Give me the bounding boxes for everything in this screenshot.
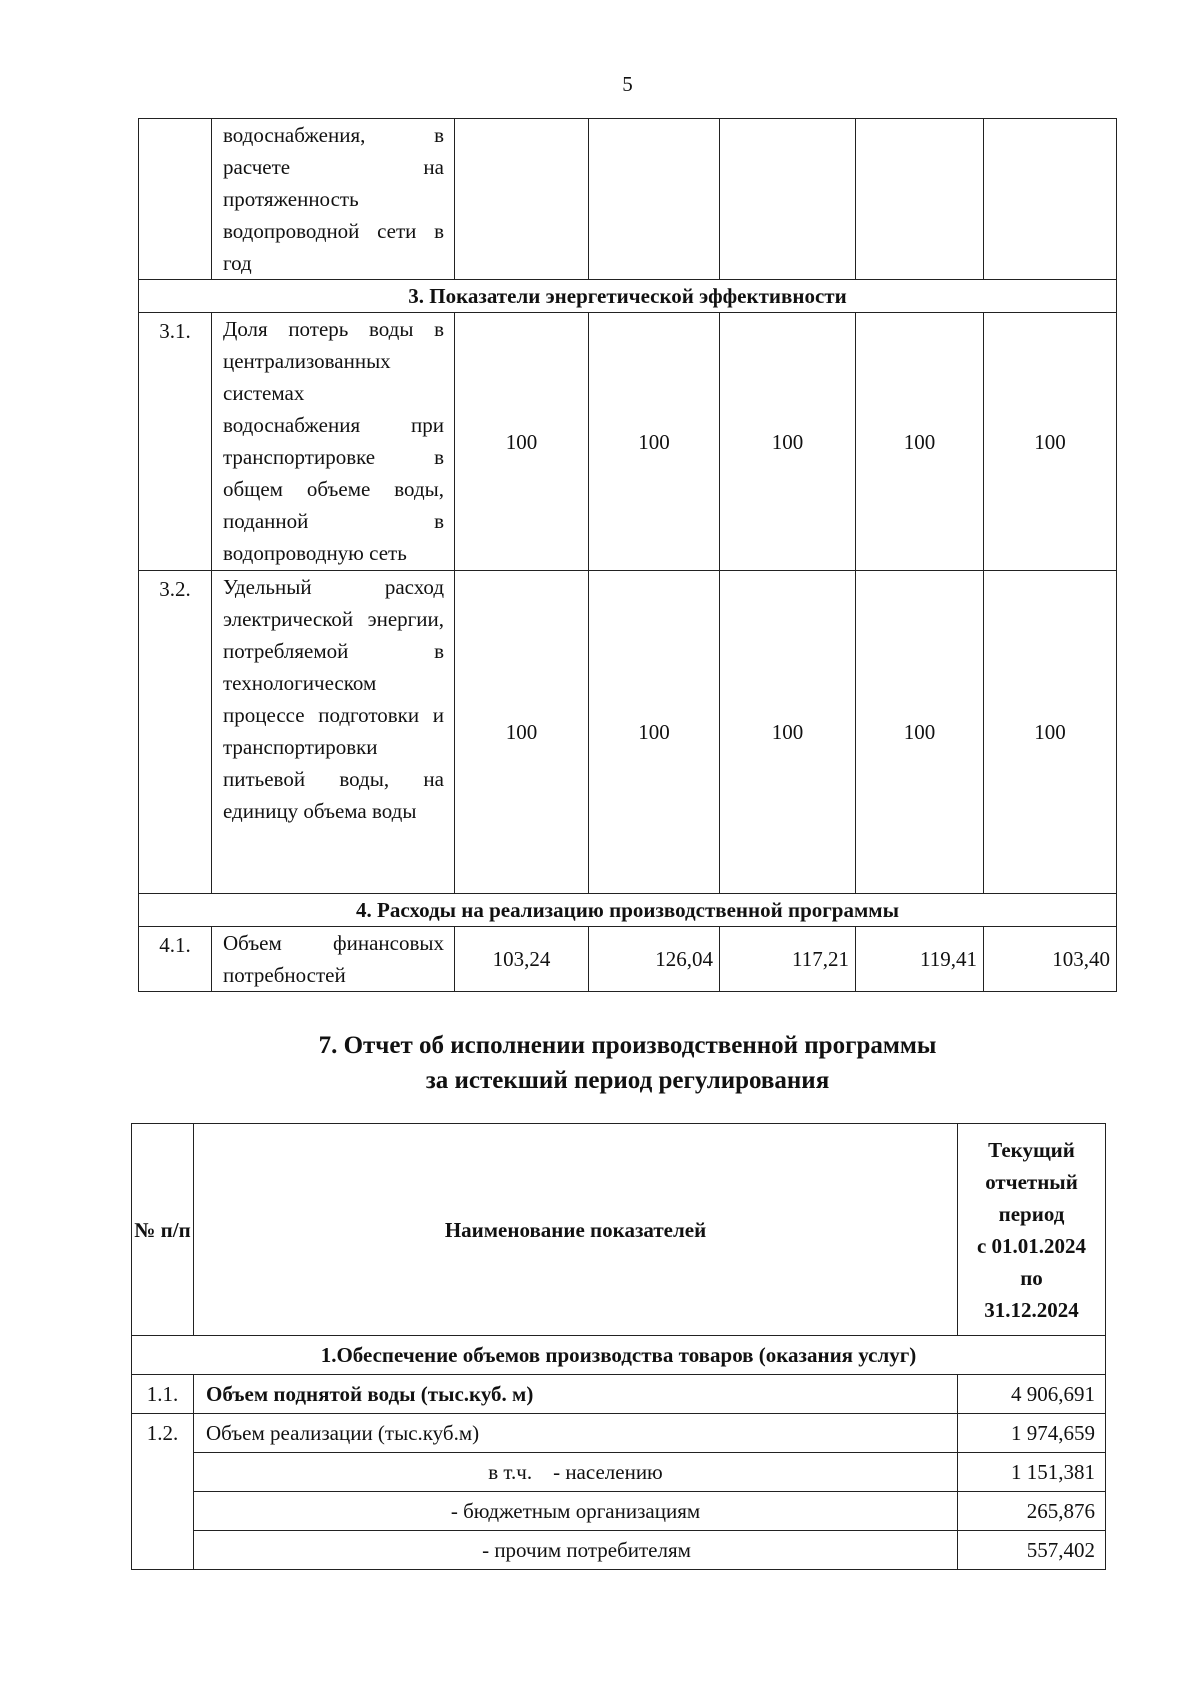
- report-table: [131, 1123, 1106, 1570]
- table-row: [132, 1375, 1106, 1414]
- table-row: [139, 313, 1117, 571]
- row-label: Удельный расход электрической энергии, потребляемой в технологическом процессе подготовки и транспортировки питьевой воды, на единицу объема воды: [212, 571, 455, 894]
- table-row: [132, 1531, 1106, 1570]
- section-row: [139, 280, 1117, 313]
- row-label: в т.ч. - населению: [194, 1453, 958, 1492]
- row-label: - прочим потребителям: [194, 1531, 958, 1570]
- header-period: Текущий отчетный период с 01.01.2024 по 31.12.2024: [958, 1124, 1106, 1336]
- report-title-line2: за истекший период регулирования: [425, 1067, 830, 1094]
- row-label: водоснабжения, в расчете на протяженность водопроводной сети в год: [212, 119, 455, 280]
- row-label: Объем финансовых потребностей: [212, 927, 455, 992]
- row-number: 4.1.: [139, 927, 212, 992]
- value-cell: 100: [455, 571, 589, 894]
- value-cell: 1 151,381: [958, 1453, 1106, 1492]
- table-row: [139, 119, 1117, 280]
- row-label: Объем реализации (тыс.куб.м): [194, 1414, 958, 1453]
- table-row: [139, 927, 1117, 992]
- value-cell: 119,41: [856, 927, 984, 992]
- value-cell: 117,21: [720, 927, 856, 992]
- row-number: 3.1.: [139, 313, 212, 571]
- table-row: [132, 1453, 1106, 1492]
- value-cell: 1 974,659: [958, 1414, 1106, 1453]
- value-cell: 265,876: [958, 1492, 1106, 1531]
- value-cell: 126,04: [589, 927, 720, 992]
- header-num: № п/п: [132, 1124, 194, 1336]
- value-cell: 100: [589, 313, 720, 571]
- page-number: 5: [622, 72, 633, 96]
- section-row: [139, 894, 1117, 927]
- row-label: - бюджетным организациям: [194, 1492, 958, 1531]
- row-number: 1.2.: [132, 1414, 194, 1570]
- value-cell: 100: [720, 313, 856, 571]
- value-cell: 103,24: [455, 927, 589, 992]
- value-cell: 100: [856, 571, 984, 894]
- table-row: [132, 1414, 1106, 1453]
- section-title: 4. Расходы на реализацию производственной программы: [139, 894, 1117, 927]
- row-number: 3.2.: [139, 571, 212, 894]
- row-number: 1.1.: [132, 1375, 194, 1414]
- value-cell: 100: [856, 313, 984, 571]
- table-row: [132, 1492, 1106, 1531]
- report-title-line1: 7. Отчет об исполнении производственной программы: [318, 1032, 937, 1059]
- row-label: Доля потерь воды в централизованных системах водоснабжения при транспортировке в общем объеме воды, поданной в водопроводную сеть: [212, 313, 455, 571]
- value-cell: 100: [984, 571, 1117, 894]
- indicators-table: [138, 118, 1117, 992]
- value-cell: 557,402: [958, 1531, 1106, 1570]
- value-cell: 103,40: [984, 927, 1117, 992]
- value-cell: 100: [984, 313, 1117, 571]
- section-title: 1.Обеспечение объемов производства товаров (оказания услуг): [132, 1336, 1106, 1375]
- header-row: [132, 1124, 1106, 1336]
- report-title: [0, 1028, 1200, 1098]
- row-label: Объем поднятой воды (тыс.куб. м): [194, 1375, 958, 1414]
- header-name: Наименование показателей: [194, 1124, 958, 1336]
- value-cell: 100: [720, 571, 856, 894]
- section-title: 3. Показатели энергетической эффективности: [139, 280, 1117, 313]
- value-cell: 100: [455, 313, 589, 571]
- value-cell: 4 906,691: [958, 1375, 1106, 1414]
- section-row: [132, 1336, 1106, 1375]
- table-row: [139, 571, 1117, 894]
- value-cell: 100: [589, 571, 720, 894]
